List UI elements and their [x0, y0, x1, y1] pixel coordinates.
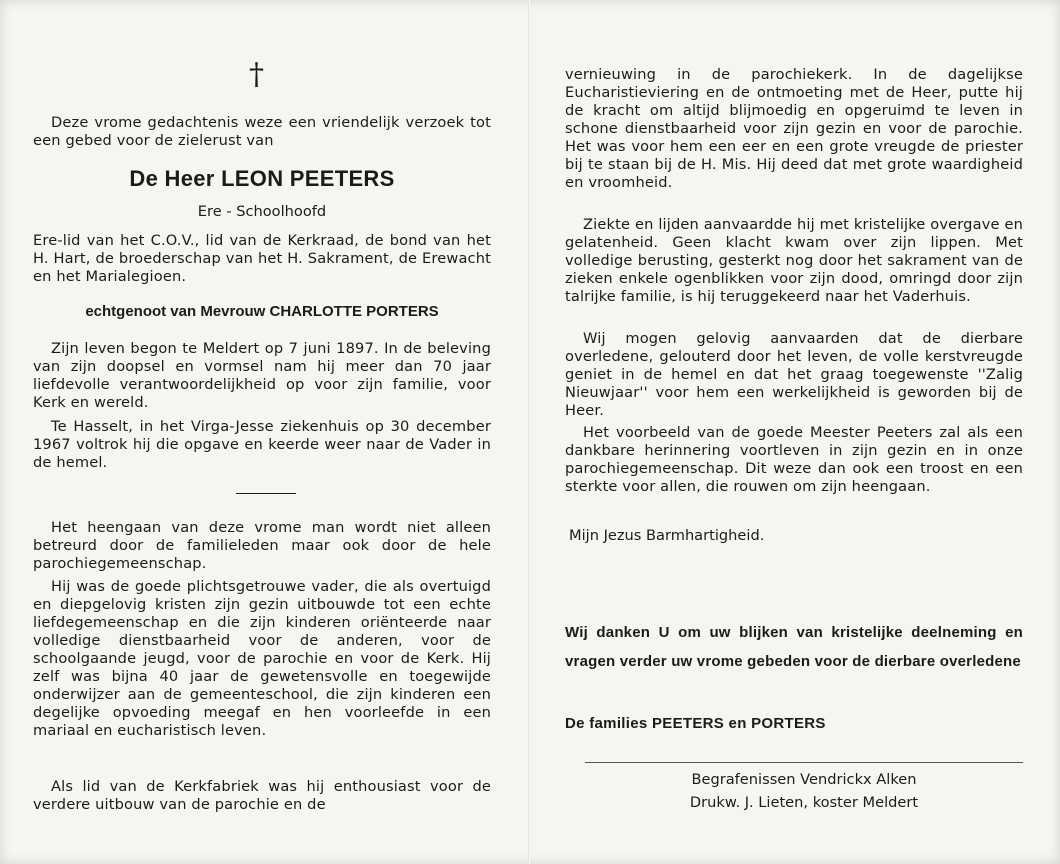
printer-credit: Drukw. J. Lieten, koster Meldert: [689, 794, 919, 811]
biography-paragraph-2: Te Hasselt, in het Virga-Jesse ziekenhuis op 30 december 1967 voltrok hij die opgave en keerde weer naar de Vader in de hemel.: [33, 418, 491, 471]
spouse-line: echtgenoot van Mevrouw CHARLOTTE PORTERS: [85, 303, 439, 320]
card-fold: [528, 0, 530, 864]
biography-paragraph-5: Als lid van de Kerkfabriek was hij enthousiast voor de verdere uitbouw van de parochie en de: [33, 778, 491, 813]
intro-text: Deze vrome gedachtenis weze een vriendelijk verzoek tot een gebed voor de zielerust van: [33, 114, 491, 149]
biography-paragraph-9: Het voorbeeld van de goede Meester Peeters zal als een dankbare herinnering voortleven in zijn gezin en in onze parochiegemeenschap. Dit weze dan ook een troost en een sterkte voor allen, die rouwen om zijn heengaan.: [565, 424, 1023, 495]
undertaker-credit: Begrafenissen Vendrickx Alken: [691, 771, 917, 788]
biography-paragraph-8: Wij mogen gelovig aanvaarden dat de dierbare overledene, gelouterd door het leven, de volle kerstvreugde geniet in de hemel en dat het graag toegewenste ''Zalig Nieuwjaar'' voor hem een werkelijkheid is geworden bij de Heer.: [565, 330, 1023, 419]
biography-paragraph-4: Hij was de goede plichtsgetrouwe vader, die als overtuigd en diepgelovig kristen zijn gezin uitbouwde tot een echte liefdegemeenschap en die zijn kinderen oriënteerde naar volledige dienstbaarheid voor de anderen, voor de schoolgaande jeugd, voor de parochie en voor de Kerk. Hij zelf was bijna 40 jaar de gewetensvolle en toegewijde onderwijzer aan de gemeenteschool, die zijn kinderen een degelijke opvoeding meegaf en hen voorleefde in een mariaal en eucharistisch leven.: [33, 578, 491, 739]
footer-divider: [585, 762, 1023, 763]
closing-prayer: Mijn Jezus Barmhartigheid.: [569, 527, 765, 544]
divider: [236, 493, 296, 494]
memberships-text: Ere-lid van het C.O.V., lid van de Kerkraad, de bond van het H. Hart, de broederschap van het H. Sakrament, de Erewacht en het Marialegioen.: [33, 232, 491, 285]
biography-paragraph-3: Het heengaan van deze vrome man wordt niet alleen betreurd door de familieleden maar ook door de hele parochiegemeenschap.: [33, 519, 491, 572]
deceased-name: De Heer LEON PEETERS: [129, 166, 395, 191]
cross-icon: †: [249, 57, 264, 92]
thanks-text: Wij danken U om uw blijken van kristelijke deelneming en vragen verder uw vrome gebeden voor de dierbare overledene: [565, 624, 1023, 670]
biography-paragraph-1: Zijn leven begon te Meldert op 7 juni 1897. In de beleving van zijn doopsel en vormsel nam hij meer dan 70 jaar liefdevolle verantwoordelijkheid op voor zijn familie, voor Kerk en wereld.: [33, 340, 491, 411]
deceased-title: Ere - Schoolhoofd: [197, 203, 327, 220]
biography-paragraph-7: Ziekte en lijden aanvaardde hij met kristelijke overgave en gelatenheid. Geen klacht kwam over zijn lippen. Met volledige berusting, gesterkt nog door het sakrament van de zieken enkele ogenblikken voor zijn dood, omringd door zijn talrijke familie, is hij teruggekeerd naar het Vaderhuis.: [565, 216, 1023, 305]
families-signature: De families PEETERS en PORTERS: [565, 715, 826, 732]
biography-paragraph-6: vernieuwing in de parochiekerk. In de dagelijkse Eucharistieviering en de ontmoeting met de Heer, putte hij de kracht om altijd blijmoedig en opgeruimd te leven in schone dienstbaarheid voor zijn gezin en voor de parochie. Het was voor hem een eer en een grote vreugde de priester bij te staan bij de H. Mis. Hij deed dat met grote waardigheid en vroomheid.: [565, 66, 1023, 191]
